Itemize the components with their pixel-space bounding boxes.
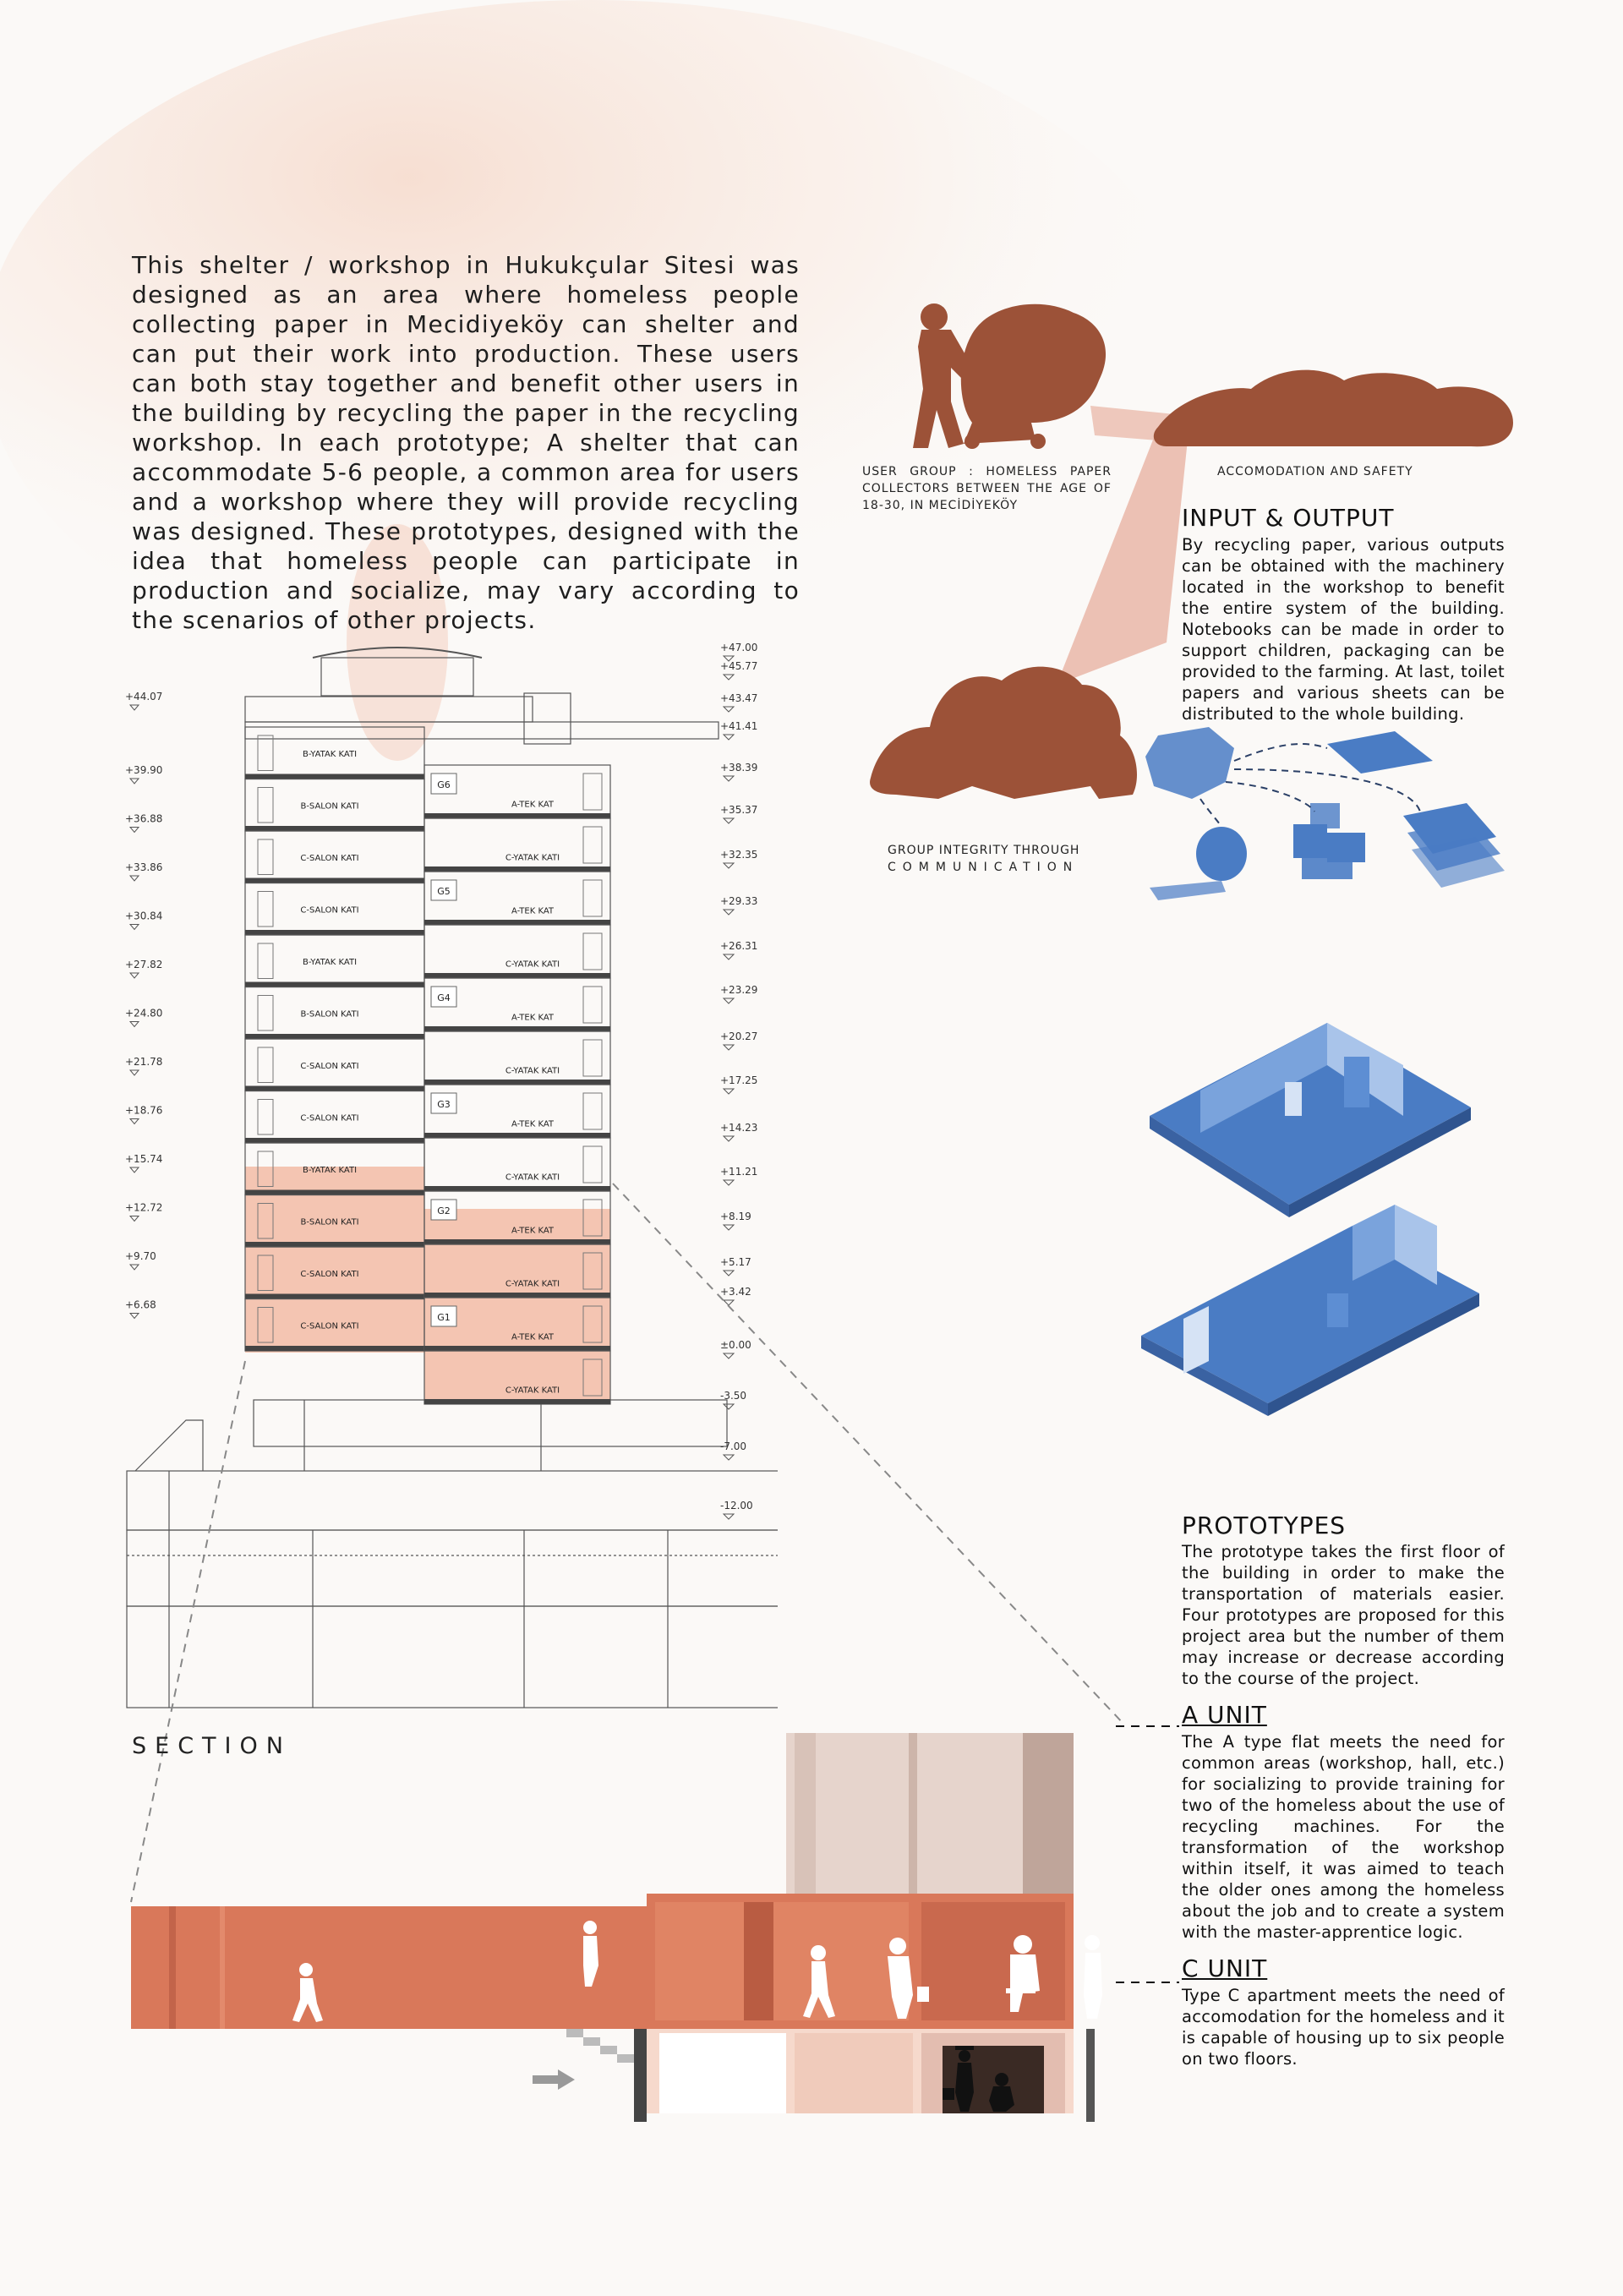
left-floor-slab [245, 1034, 424, 1039]
right-floor-slab [424, 813, 610, 818]
right-window [583, 1093, 602, 1129]
group-silhouette [870, 667, 1137, 799]
a-unit-text: The A type flat meets the need for common areas (workshop, hall, etc.) for socializing to provide training for two of the homeless about the use of recycling machines. For the transformation of the workshop within itself, it was aimed to teach the older ones among the homeless about the job and to create a system with the master-apprentice logic. [1182, 1732, 1505, 1942]
left-level-label: +24.80 [125, 1007, 163, 1020]
left-floor-label: B-SALON KATI [300, 801, 359, 812]
left-floor-label: C-SALON KATI [300, 1061, 359, 1071]
right-floor-slab [424, 1239, 610, 1244]
left-level-label: +33.86 [125, 861, 163, 873]
level-marker-icon [724, 910, 734, 915]
right-floor-label: A-TEK KAT [511, 1013, 555, 1023]
left-floor-label: B-YATAK KATI [302, 1165, 358, 1175]
left-window [258, 892, 273, 927]
right-floor-label: C-YATAK KATI [505, 1386, 560, 1396]
left-floor-slab [245, 1242, 424, 1247]
left-floor-label: B-YATAK KATI [302, 749, 358, 759]
right-level-label: +35.37 [720, 804, 758, 816]
level-marker-icon [130, 876, 139, 881]
left-window [258, 1100, 273, 1135]
left-floor-label: B-YATAK KATI [302, 957, 358, 967]
prototypes-heading: PROTOTYPES [1182, 1512, 1347, 1539]
left-level-label: +6.68 [125, 1298, 156, 1311]
level-marker-icon [130, 1265, 139, 1270]
right-window [583, 1146, 602, 1183]
left-level-label: +30.84 [125, 910, 163, 922]
right-window [583, 1040, 602, 1076]
section-title: SECTION [132, 1733, 292, 1759]
right-floor-slab [424, 1399, 610, 1404]
right-floor-outline [424, 925, 610, 978]
right-floor-slab [424, 866, 610, 872]
left-level-label: +36.88 [125, 812, 163, 825]
prototype-isometrics [1133, 1014, 1522, 1420]
left-floor-label: B-SALON KATI [300, 1009, 359, 1020]
left-window [258, 788, 273, 823]
level-marker-icon [724, 863, 734, 868]
level-marker-icon [130, 1314, 139, 1319]
level-marker-icon [724, 998, 734, 1003]
right-floor-outline [424, 1031, 610, 1085]
right-level-label: +26.31 [720, 940, 758, 952]
right-floor-label: A-TEK KAT [511, 1332, 555, 1342]
right-floor-outline [424, 818, 610, 872]
packaging-icon [1293, 803, 1365, 879]
collector-silhouette [913, 303, 1106, 449]
right-level-label: +41.41 [720, 720, 758, 732]
right-floor-label: A-TEK KAT [511, 906, 555, 916]
level-marker-icon [724, 1455, 734, 1460]
right-level-label: +20.27 [720, 1030, 758, 1042]
right-level-label: -3.50 [720, 1390, 747, 1402]
right-floor-slab [424, 1186, 610, 1191]
left-floor-slab [245, 1190, 424, 1195]
level-marker-icon [724, 1404, 734, 1409]
prototype-c-isometric [1141, 1205, 1479, 1416]
right-level-label: +11.21 [720, 1166, 758, 1178]
right-level-label: +43.47 [720, 692, 758, 704]
right-level-label: +38.39 [720, 762, 758, 774]
accommodation-caption: ACCOMODATION AND SAFETY [1217, 465, 1413, 478]
right-level-label: +45.77 [720, 660, 758, 672]
group-tag: G4 [437, 992, 451, 1003]
level-marker-icon [130, 1022, 139, 1027]
left-floor-slab [245, 1138, 424, 1143]
right-window [583, 774, 602, 810]
building-section-drawing [118, 626, 778, 1725]
right-window [583, 880, 602, 916]
right-floor-slab [424, 920, 610, 925]
right-floor-slab [424, 1133, 610, 1138]
right-level-label: +5.17 [720, 1256, 751, 1268]
right-floor-label: A-TEK KAT [511, 1226, 555, 1236]
toilet-paper-icon [1150, 827, 1247, 900]
left-floor-slab [245, 930, 424, 935]
group-tag: G5 [437, 886, 451, 897]
left-floor-label: C-SALON KATI [300, 1321, 359, 1331]
level-marker-icon [130, 779, 139, 784]
left-floor-slab [245, 878, 424, 883]
left-level-label: +15.74 [125, 1153, 163, 1165]
paper-pile-icon [1145, 727, 1234, 799]
sheets-icon [1403, 803, 1505, 888]
level-marker-icon [130, 925, 139, 930]
a-unit-heading: A UNIT [1182, 1701, 1267, 1729]
level-marker-icon [724, 1514, 734, 1519]
left-floor-slab [245, 1086, 424, 1091]
left-floor-slab [245, 1346, 424, 1351]
sleeping-silhouette [1154, 370, 1513, 447]
left-level-label: +9.70 [125, 1250, 156, 1262]
right-floor-slab [424, 1293, 610, 1298]
right-level-label: -7.00 [720, 1440, 747, 1452]
prototype-a-isometric [1150, 1023, 1471, 1217]
left-floor-label: C-SALON KATI [300, 905, 359, 916]
left-floor-label: C-SALON KATI [300, 1113, 359, 1123]
left-floor-slab [245, 1294, 424, 1299]
left-floor-slab [245, 826, 424, 831]
left-floor-label: B-SALON KATI [300, 1217, 359, 1227]
group-tag: G3 [437, 1099, 451, 1110]
right-floor-slab [424, 1026, 610, 1031]
intro-paragraph: This shelter / workshop in Hukukçular Sitesi was designed as an area where homeless people collecting paper in Mecidiyeköy can shelter and can put their work into production. These users can both stay together and benefit other users in the building by recycling the paper in the recycling workshop. In each prototype; A shelter that can accommodate 5-6 people, a common area for users and a workshop where they will provide recycling was designed. These prototypes, designed with the idea that homeless people can participate in production and socialize, may vary according to the scenarios of other projects. [132, 251, 800, 634]
left-window [258, 996, 273, 1031]
right-floor-label: C-YATAK KATI [505, 853, 560, 863]
right-floor-slab [424, 1080, 610, 1085]
level-marker-icon [130, 973, 139, 978]
left-level-label: +21.78 [125, 1056, 163, 1068]
group-integrity-caption: GROUP INTEGRITY THROUGH [888, 844, 1080, 857]
level-marker-icon [130, 828, 139, 833]
notebook-icon [1327, 731, 1433, 774]
right-level-label: +3.42 [720, 1286, 751, 1298]
recycled-products-illustration [1133, 719, 1522, 913]
level-marker-icon [130, 1119, 139, 1124]
right-level-label: +32.35 [720, 849, 758, 861]
level-marker-icon [724, 735, 734, 740]
level-marker-icon [724, 818, 734, 823]
communication-caption: COMMUNICATION [888, 861, 1079, 874]
input-output-heading: INPUT & OUTPUT [1182, 504, 1395, 532]
right-level-label: +17.25 [720, 1074, 758, 1086]
level-marker-icon [130, 1216, 139, 1222]
prototypes-text: The prototype takes the first floor of the building in order to make the transportation of materials easier. Four prototypes are proposed for this project area but the number of them may increase or decrease according to the course of the project. [1182, 1542, 1505, 1688]
right-level-label: +47.00 [720, 642, 758, 653]
right-level-label: +29.33 [720, 895, 758, 907]
left-floor-slab [245, 774, 424, 779]
stair-steps [566, 2029, 634, 2063]
entry-arrow-icon [533, 2069, 575, 2090]
right-level-label: +23.29 [720, 984, 758, 996]
unit-section-rendering [127, 1725, 1183, 2122]
level-marker-icon [724, 1225, 734, 1230]
left-window [258, 839, 273, 875]
left-level-label: +39.90 [125, 764, 163, 776]
left-level-label: +27.82 [125, 959, 163, 970]
right-floor-outline [424, 1138, 610, 1191]
c-unit-text: Type C apartment meets the need of accomodation for the homeless and it is capable of housing up to six people on two floors. [1182, 1986, 1505, 2069]
level-marker-icon [724, 1271, 734, 1276]
right-floor-label: C-YATAK KATI [505, 1066, 560, 1076]
input-output-text: By recycling paper, various outputs can be obtained with the machinery located in the workshop to benefit the entire system of the building. Notebooks can be made in order to support children, packaging can be provided to the farming. At last, toilet papers and various sheets can be distributed to the whole building. [1182, 535, 1505, 724]
group-tag: G2 [437, 1205, 451, 1216]
left-window [258, 735, 273, 771]
right-level-label: ±0.00 [720, 1339, 751, 1351]
right-level-label: -12.00 [720, 1500, 753, 1512]
left-floor-label: C-SALON KATI [300, 1269, 359, 1279]
level-marker-icon [724, 1353, 734, 1358]
right-window [583, 933, 602, 970]
left-level-label: +12.72 [125, 1201, 163, 1214]
c-unit-heading: C UNIT [1182, 1954, 1268, 1982]
level-marker-icon [724, 1089, 734, 1094]
right-floor-label: A-TEK KAT [511, 1119, 555, 1129]
right-window [583, 987, 602, 1023]
level-marker-icon [130, 1070, 139, 1075]
left-window [258, 943, 273, 979]
right-floor-label: C-YATAK KATI [505, 959, 560, 970]
level-marker-icon [130, 705, 139, 710]
person-standing-silhouette [1084, 1935, 1102, 2019]
right-level-label: +14.23 [720, 1122, 758, 1134]
level-marker-icon [724, 675, 734, 680]
left-floor-label: C-SALON KATI [300, 853, 359, 863]
ground-corridor [131, 1906, 647, 2029]
left-floor-slab [245, 982, 424, 987]
user-group-caption: USER GROUP : HOMELESS PAPER COLLECTORS BETWEEN THE AGE OF 18-30, IN MECİDİYEKÖY [862, 465, 1112, 512]
right-level-label: +8.19 [720, 1211, 751, 1222]
group-tag: G6 [437, 779, 451, 790]
right-floor-slab [424, 973, 610, 978]
level-marker-icon [724, 1045, 734, 1050]
level-marker-icon [724, 954, 734, 959]
left-level-label: +44.07 [125, 691, 163, 702]
level-marker-icon [130, 1167, 139, 1173]
level-marker-icon [724, 776, 734, 781]
level-marker-icon [724, 1300, 734, 1305]
level-marker-icon [724, 1136, 734, 1141]
right-floor-label: C-YATAK KATI [505, 1173, 560, 1183]
group-tag: G1 [437, 1312, 451, 1323]
left-level-label: +18.76 [125, 1104, 163, 1117]
left-window [258, 1047, 273, 1083]
right-floor-label: A-TEK KAT [511, 800, 555, 810]
right-window [583, 827, 602, 863]
right-floor-slab [424, 1346, 610, 1351]
level-marker-icon [724, 1180, 734, 1185]
highlight-right-stack [424, 1209, 610, 1399]
level-marker-icon [724, 707, 734, 712]
right-floor-label: C-YATAK KATI [505, 1279, 560, 1289]
